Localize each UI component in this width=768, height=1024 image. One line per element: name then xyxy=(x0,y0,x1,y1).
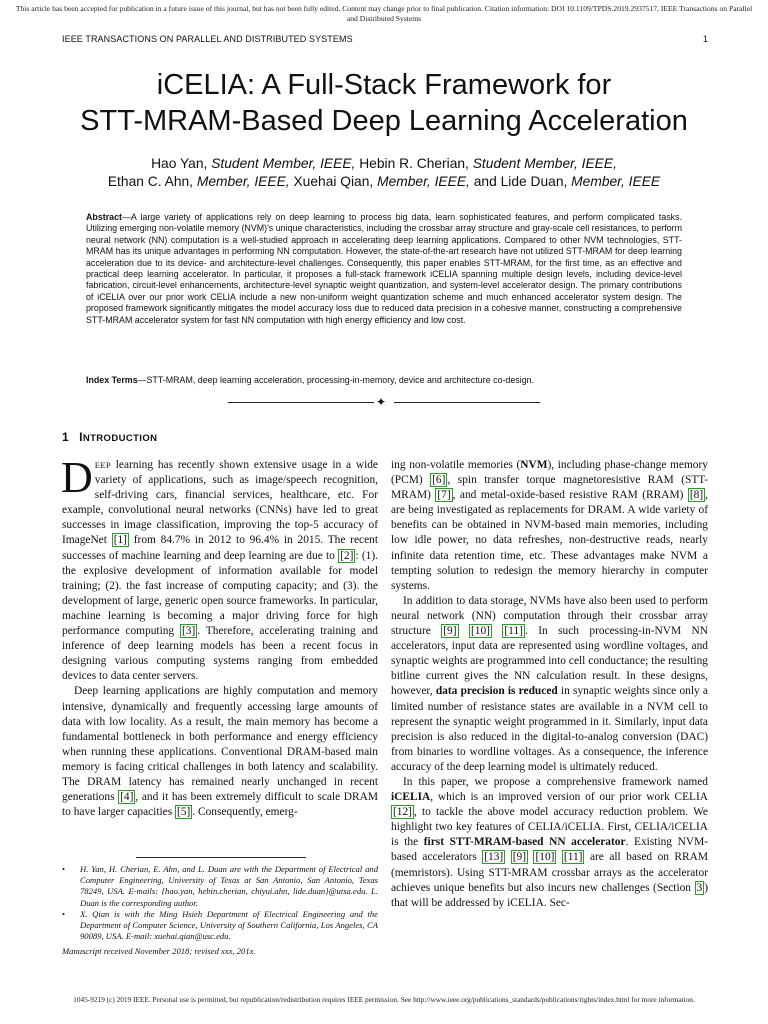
section-link[interactable]: 3 xyxy=(696,881,703,894)
acceptance-notice: This article has been accepted for publication in a future issue of this journal, but has not been fully edited. Content may change prior to final publication. Citation information: DOI 10.1109/TPDS.2019.2937517, IEEE Transactions on Parallel and Distributed Systems xyxy=(15,4,753,23)
body-text: . Existing NVM-based accelerators xyxy=(391,836,708,864)
small-caps: EEP xyxy=(94,460,111,470)
page-number: 1 xyxy=(702,34,708,44)
index-terms xyxy=(86,375,682,386)
separator-rule-right xyxy=(394,402,540,403)
drop-cap: D xyxy=(61,453,93,502)
author-role: Member, IEEE, xyxy=(377,174,470,189)
bold-term: data precision is reduced xyxy=(435,685,558,698)
bullet-icon: • xyxy=(62,864,66,874)
body-text: , which is an improved version of our prior work CELIA xyxy=(430,791,708,804)
citation-link[interactable]: [10] xyxy=(470,625,490,638)
bullet-icon: • xyxy=(62,908,66,919)
separator-diamond-icon: ✦ xyxy=(376,395,387,409)
citation-link[interactable]: [10] xyxy=(535,851,555,864)
citation-link[interactable]: [7] xyxy=(437,489,451,502)
left-column xyxy=(61,453,379,820)
index-terms-text: —STT-MRAM, deep learning acceleration, processing-in-memory, device and architecture co-design. xyxy=(137,375,535,385)
body-text: Deep learning applications are highly computation and memory intensive, dynamically and frequently accessing large amounts of data with low locality. As a result, the main memory has become a fundamental bottleneck in both performance and energy efficiency when running these applications. Conventional DRAM-based main memory is facing critical challenges in both latency and scalability. The DRAM latency has remained nearly unchanged in recent generations xyxy=(62,685,378,804)
citation-link[interactable]: [13] xyxy=(484,851,504,864)
paragraph xyxy=(61,453,379,684)
body-text: ) that will be addressed by iCELIA. Sec- xyxy=(391,881,708,909)
author-name: Lide Duan, xyxy=(500,174,568,189)
body-text: are all based on RRAM (memristors). Using STT-MRAM crossbar arrays as the accelerator achieves unique benefits but also incurs new challenges (Section xyxy=(391,851,708,894)
running-head xyxy=(62,34,708,44)
body-text: in synaptic weights since only a limited number of resistance states are available in a NVM cell to represent the synaptic weight programmed in it. Similarly, input data precision is also reduced in the digital-to-analog conversion (DAC) from binaries to wordline voltages. As a consequence, the inference accuracy of the deep learning model is ultimately reduced. xyxy=(391,685,708,773)
author-role: Student Member, IEEE, xyxy=(472,156,617,171)
citation-link[interactable]: [11] xyxy=(563,851,583,864)
citation-link[interactable]: [3] xyxy=(182,625,196,638)
index-terms-label: Index Terms xyxy=(86,375,138,385)
author-role: Student Member, IEEE, xyxy=(211,156,356,171)
abstract-label: Abstract xyxy=(86,212,123,222)
paragraph xyxy=(391,458,708,594)
abstract xyxy=(86,212,682,326)
author-conjunction: and xyxy=(473,174,497,189)
title-line-1: iCELIA: A Full-Stack Framework for xyxy=(156,69,612,101)
paragraph xyxy=(62,684,378,820)
section-heading xyxy=(62,430,157,444)
footnote-text: H. Yan, H. Cherian, E. Ahn, and L. Duan are with the Department of Electrical and Computer Engineering, University of Texas at San Antonio, San Antonio, Texas 78249, USA. E-mails: {hao.yan, hebin.cherian, chiyui.ahn, lide.duan}@utsa.edu. L. Duan is the corresponding author. xyxy=(80,864,378,908)
title-line-2: STT-MRAM-Based Deep Learning Acceleration xyxy=(80,105,688,137)
body-text: learning has recently shown extensive usage in a wide variety of applications, such as image/speech recognition, self-driving cars, financial services, healthcare, etc. For example, convolutional neural networks (CNNs) have led to great successes in image classification, improving the top-5 accuracy of ImageNet xyxy=(62,459,378,547)
body-text: , to tackle the above model accuracy reduction problem. We highlight two key features of CELIA/iCELIA. First, CELIA/iCELIA is the xyxy=(391,806,708,849)
body-text: ), including phase-change memory (PCM) xyxy=(391,459,708,487)
separator-rule-left xyxy=(228,402,374,403)
citation-link[interactable]: [11] xyxy=(504,625,523,638)
citation-link[interactable]: [5] xyxy=(177,806,191,819)
citation-link[interactable]: [2] xyxy=(340,549,354,562)
citation-link[interactable]: [12] xyxy=(393,806,412,819)
body-text: . In such processing-in-NVM NN accelerators, input data are represented using wordline voltages, and synaptic weights are programmed into cell conductance; the resulting bitline current gives the NN calculation result. In these designs, however, xyxy=(391,625,708,698)
citation-link[interactable]: [9] xyxy=(512,851,526,864)
bold-term: iCELIA xyxy=(391,791,431,804)
bold-term: NVM xyxy=(520,459,548,471)
body-text: . Therefore, accelerating training and inference of deep learning models has been a recent focus in designing various computing systems ranging from embedded devices to data center servers. xyxy=(62,625,379,683)
body-text: from 84.7% in 2012 to 96.4% in 2015. The recent successes of machine learning and deep learning are due to xyxy=(62,534,378,562)
paper-title xyxy=(20,67,748,139)
body-text: In addition to data storage, NVMs have also been used to perform neural network (NN) computation through their crossbar array structure xyxy=(391,594,708,638)
author-name: Hebin R. Cherian, xyxy=(359,156,469,171)
author-name: Hao Yan, xyxy=(151,156,208,171)
citation-link[interactable]: [1] xyxy=(113,534,127,547)
citation-link[interactable]: [4] xyxy=(120,791,134,804)
citation-link[interactable]: [9] xyxy=(443,625,457,638)
body-text: . Consequently, emerg- xyxy=(192,806,298,819)
journal-name: IEEE TRANSACTIONS ON PARALLEL AND DISTRIBUTED SYSTEMS xyxy=(62,34,353,44)
body-text: , spin transfer torque magnetoresistive RAM (STT-MRAM) xyxy=(391,474,708,502)
footnote-item xyxy=(62,864,378,909)
author-role: Member, IEEE xyxy=(571,174,661,189)
paragraph xyxy=(391,594,708,775)
footnote-item xyxy=(62,909,378,943)
right-column xyxy=(391,458,708,911)
footnotes xyxy=(62,864,378,958)
body-text: In this paper, we propose a comprehensive framework named xyxy=(403,775,708,788)
section-title-rest: NTRODUCTION xyxy=(82,433,158,444)
copyright-footer: 1045-9219 (c) 2019 IEEE. Personal use is permitted, but republication/redistribution requires IEEE permission. See http://www.ieee.org/publications_standards/publications/rights/index.html for more information. xyxy=(73,995,695,1004)
body-text: , are being investigated as replacements for DRAM. A wide variety of benefits can be obtained in NVM-based main memories, including low idle power, no data refreshes, non-destructive reads, nearly infinite data retention time, etc. These advantages make NVM a tempting solution to redesign the memory hierarchy in computer systems. xyxy=(391,489,708,592)
section-title-initial: I xyxy=(79,430,83,444)
footnote-rule xyxy=(136,857,306,858)
body-text: , and metal-oxide-based resistive RAM (RRAM) xyxy=(452,489,688,502)
citation-link[interactable]: [8] xyxy=(689,489,704,502)
paragraph xyxy=(391,775,708,911)
citation-link[interactable]: [6] xyxy=(432,474,446,487)
bold-term: first STT-MRAM-based NN accelerator xyxy=(423,836,626,849)
author-role: Member, IEEE, xyxy=(196,174,290,189)
section-number: 1 xyxy=(62,430,70,444)
body-text: : (1). the explosive development of information available for model training; (2). the fast increase of computing capacity; and (3). the development of large, generic open source frameworks. In particular, machine learning is becoming a major driving force for high performance computing xyxy=(62,549,378,638)
abstract-text: —A large variety of applications rely on deep learning to process big data, learn sophisticated features, and perform complicated tasks. Utilizing emerging non-volatile memory (NVM)'s unique characteristics, including the crossbar array structure and gray-scale cell resistances, to perform neural network (NN) computation is a well-studied approach in accelerating deep learning applications. Compared to other NVM technologies, STT-MRAM has its unique advantages in performing NN computation. However, the state-of-the-art research have not utilized STT-MRAM for deep learning acceleration due to its device- and architecture-level challenges. Consequently, this paper enables STT-MRAM, for the first time, as an effective and practical deep learning accelerator. In particular, it proposes a full-stack framework iCELIA spanning multiple design levels, including device-level fabrication, circuit-level enhancements, architecture-level synaptic weight quantization, and system-level accelerator design. The primary contributions of iCELIA over our prior work CELIA include a new non-uniform weight quantization scheme and much enhanced accelerator system design. The proposed framework significantly mitigates the model accuracy loss due to reduced data precision in a cohesive manner, constructing a comprehensive STT-MRAM accelerator system for fast NN computation with high energy efficiency and low cost. xyxy=(86,212,682,325)
manuscript-note: Manuscript received November 2018; revised xxx, 201x. xyxy=(62,946,256,957)
author-line-2 xyxy=(40,173,728,191)
author-name: Ethan C. Ahn, xyxy=(107,174,193,189)
body-text: ing non-volatile memories ( xyxy=(391,459,521,471)
author-name: Xuehai Qian, xyxy=(293,174,374,189)
footnote-text: X. Qian is with the Ming Hsieh Department of Electrical Engineering and the Department of Computer Science, University of Southern California, Los Angeles, CA 90089, USA. E-mail: xuehai.qian@usc.edu. xyxy=(80,908,378,942)
author-line-1 xyxy=(40,155,728,173)
body-text: , and it has been extremely difficult to scale DRAM to have larger capacities xyxy=(62,791,378,819)
author-list xyxy=(40,155,728,191)
